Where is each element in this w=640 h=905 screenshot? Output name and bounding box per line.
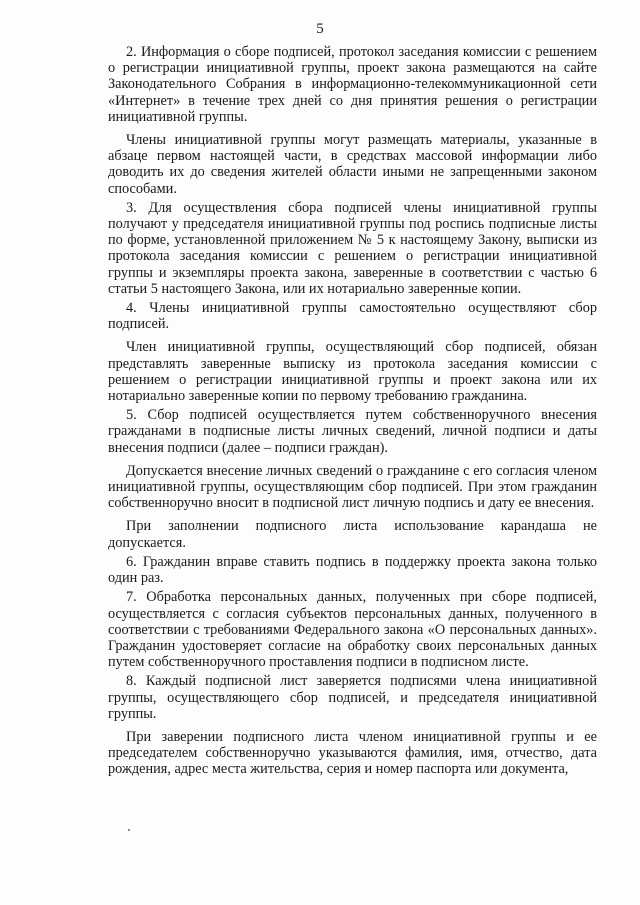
paragraph-4-obligation: Член инициативной группы, осуществляющий сбор подписей, обязан представлять заверенные выписку из протокола заседания комиссии с решением о регистрации инициативной группы и проект закона или их нотариально заверенные копии по первому требованию гражданина. (108, 339, 597, 405)
paragraph-6-once: 6. Гражданин вправе ставить подпись в поддержку проекта закона только один раз. (108, 553, 597, 587)
paragraph-7-personal-data: 7. Обработка персональных данных, полученных при сборе подписей, осуществляется с согласия субъектов персональных данных, полученного в соответствии с требованиями Федерального закона «О персональных данных». Гражданин удостоверяет согласие на обработку своих персональных данных путем собственноручного проставления подписи в подписном листе. (108, 589, 597, 671)
document-body (108, 44, 597, 781)
page-number: 5 (316, 21, 324, 37)
paragraph-2-media: Члены инициативной группы могут размещать материалы, указанные в абзаце первом настоящей части, в средствах массовой информации либо доводить их до сведения жителей области иными не запрещенными законом способами. (108, 132, 597, 197)
paragraph-5-pencil: При заполнении подписного листа использование карандаша не допускается. (108, 518, 597, 551)
paragraph-2-info-placement: 2. Информация о сборе подписей, протокол заседания комиссии с решением о регистрации инициативной группы, проект закона размещаются на сайте Законодательного Собрания в информационно-телекоммуникационной сети «Интернет» в течение трех дней со дня принятия решения о регистрации инициативной группы. (108, 44, 597, 125)
paragraph-5-consent: Допускается внесение личных сведений о гражданине с его согласия членом инициативной группы, осуществляющим сбор подписей. При этом гражданин собственноручно вносит в подписной лист личную подпись и дату ее внесения. (108, 462, 597, 512)
paragraph-4-collection: 4. Члены инициативной группы самостоятельно осуществляют сбор подписей. (108, 300, 597, 333)
paragraph-5-signatures: 5. Сбор подписей осуществляется путем собственноручного внесения гражданами в подписные листы личных сведений, личной подписи и даты внесения подписи (далее – подписи граждан). (108, 407, 597, 456)
paragraph-3-sheets: 3. Для осуществления сбора подписей члены инициативной группы получают у председателя инициативной группы под роспись подписные листы по форме, установленной приложением № 5 к настоящему Закону, выписки из протокола заседания комиссии с решением о регистрации инициативной группы и экземпляры проекта закона, заверенные в соответствии с частью 6 статьи 5 настоящего Закона, или их нотариально заверенные копии. (108, 199, 597, 297)
paragraph-8-details: При заверении подписного листа членом инициативной группы и ее председателем собственноручно указываются фамилия, имя, отчество, дата рождения, адрес места жительства, серия и номер паспорта или документа, (108, 728, 597, 778)
paragraph-8-certification: 8. Каждый подписной лист заверяется подписями члена инициативной группы, осуществляющего сбор подписей, и председателя инициативной группы. (108, 673, 597, 722)
scan-speck (128, 829, 130, 831)
